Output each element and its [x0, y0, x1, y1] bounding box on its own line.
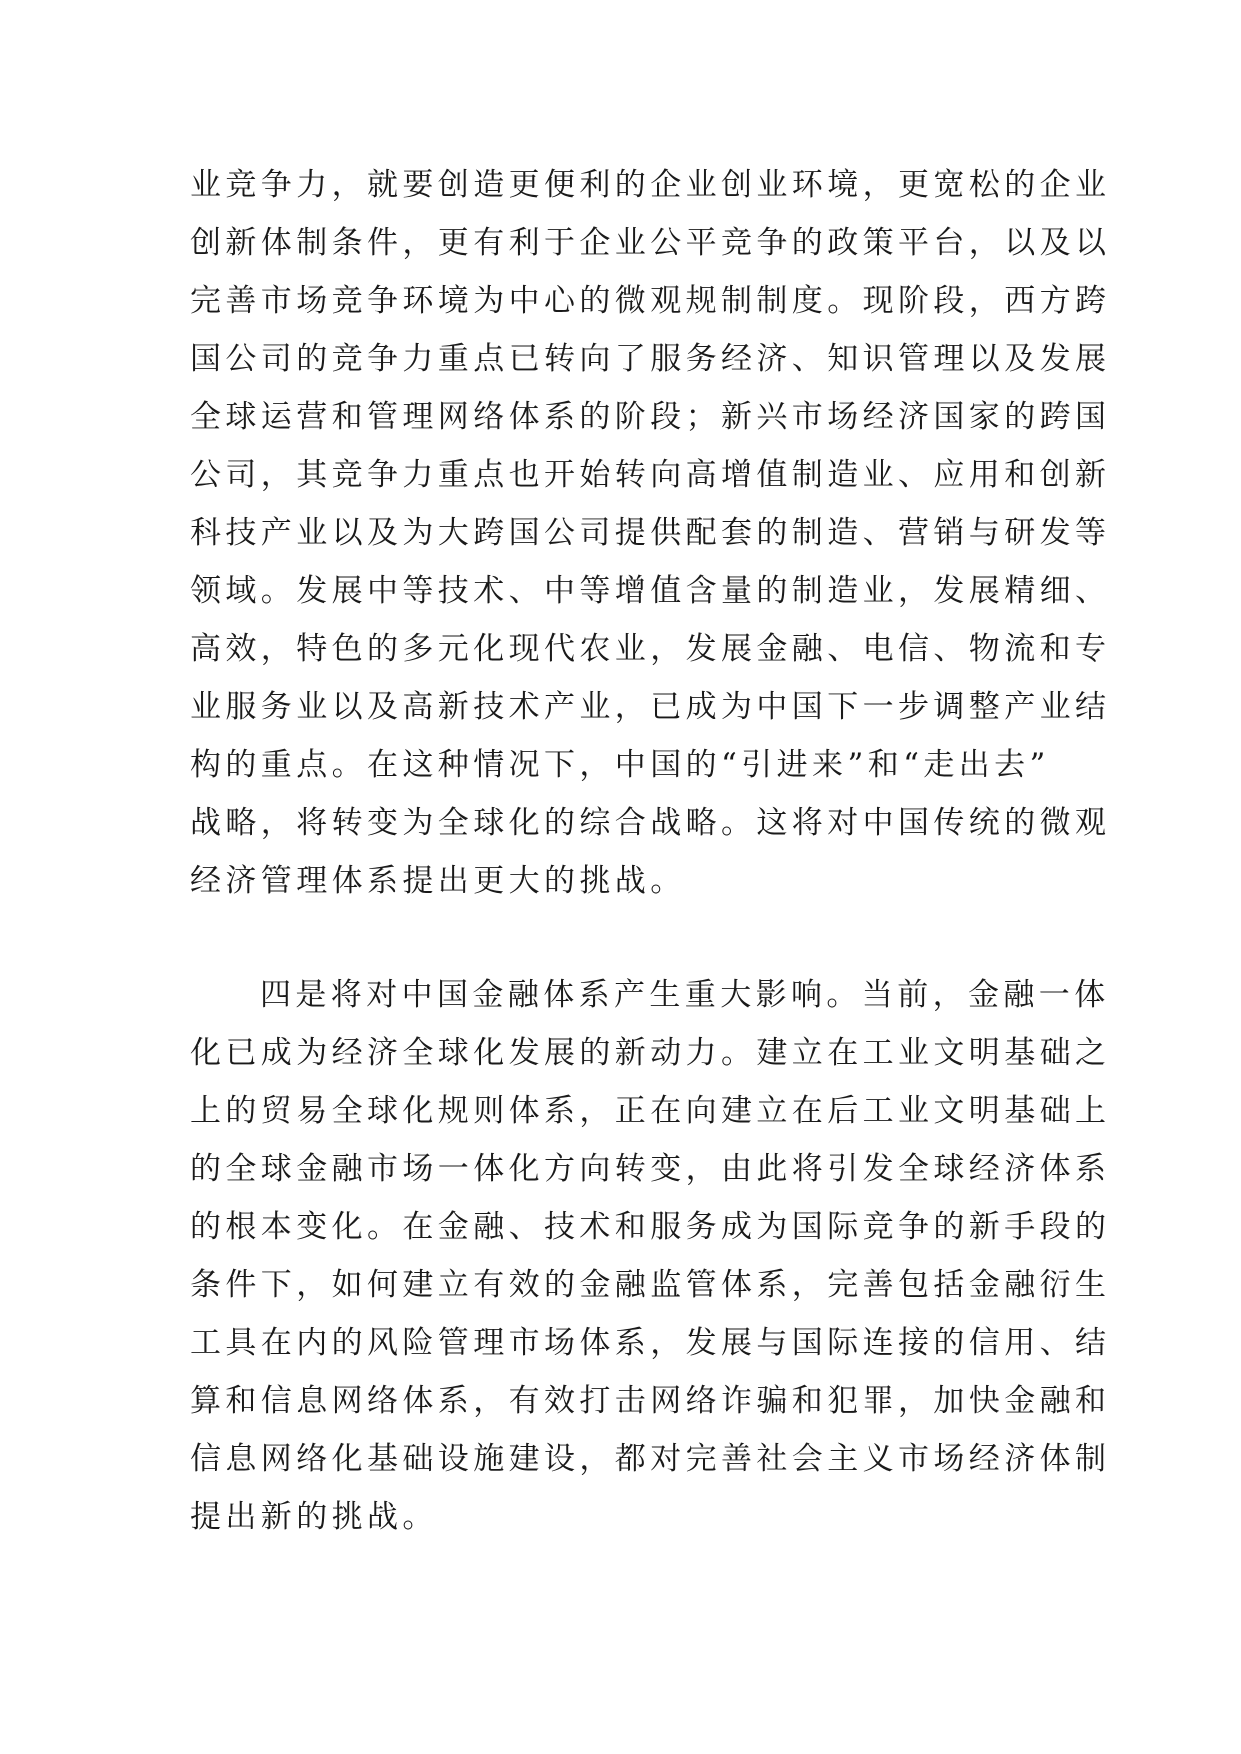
paragraph-line: 经济管理体系提出更大的挑战。 [190, 863, 686, 899]
paragraph-line: 完善市场竞争环境为中心的微观规制制度。现阶段，西方跨 [190, 283, 1111, 319]
paragraph-line: 战略，将转变为全球化的综合战略。这将对中国传统的微观 [190, 805, 1111, 841]
paragraph-line: 国公司的竞争力重点已转向了服务经济、知识管理以及发展 [190, 341, 1111, 377]
paragraph-line: 信息网络化基础设施建设，都对完善社会主义市场经济体制 [190, 1441, 1111, 1477]
paragraph-line: 业竞争力，就要创造更便利的企业创业环境，更宽松的企业 [190, 167, 1111, 203]
paragraph-line: 全球运营和管理网络体系的阶段；新兴市场经济国家的跨国 [190, 399, 1111, 435]
paragraph-line: 算和信息网络体系，有效打击网络诈骗和犯罪，加快金融和 [190, 1383, 1111, 1419]
paragraph-1 [190, 156, 1111, 910]
paragraph-line: 领域。发展中等技术、中等增值含量的制造业，发展精细、 [190, 573, 1111, 609]
paragraph-line: 科技产业以及为大跨国公司提供配套的制造、营销与研发等 [190, 515, 1111, 551]
paragraph-line: 提出新的挑战。 [190, 1499, 438, 1535]
paragraph-line: 工具在内的风险管理市场体系，发展与国际连接的信用、结 [190, 1325, 1111, 1361]
paragraph-line: 业服务业以及高新技术产业，已成为中国下一步调整产业结 [190, 689, 1111, 725]
paragraph-line: 构的重点。在这种情况下，中国的“引进来”和“走出去” [190, 747, 1050, 783]
paragraph-line: 化已成为经济全球化发展的新动力。建立在工业文明基础之 [190, 1035, 1111, 1071]
paragraph-line: 上的贸易全球化规则体系，正在向建立在后工业文明基础上 [190, 1093, 1111, 1129]
paragraph-line: 公司，其竞争力重点也开始转向高增值制造业、应用和创新 [190, 457, 1111, 493]
paragraph-line: 条件下，如何建立有效的金融监管体系，完善包括金融衍生 [190, 1267, 1111, 1303]
paragraph-line: 四是将对中国金融体系产生重大影响。当前，金融一体 [260, 977, 1110, 1013]
paragraph-2 [190, 966, 1111, 1546]
paragraph-line: 的根本变化。在金融、技术和服务成为国际竞争的新手段的 [190, 1209, 1111, 1245]
paragraph-line: 高效，特色的多元化现代农业，发展金融、电信、物流和专 [190, 631, 1111, 667]
paragraph-line: 创新体制条件，更有利于企业公平竞争的政策平台，以及以 [190, 225, 1111, 261]
paragraph-line: 的全球金融市场一体化方向转变，由此将引发全球经济体系 [190, 1151, 1111, 1187]
